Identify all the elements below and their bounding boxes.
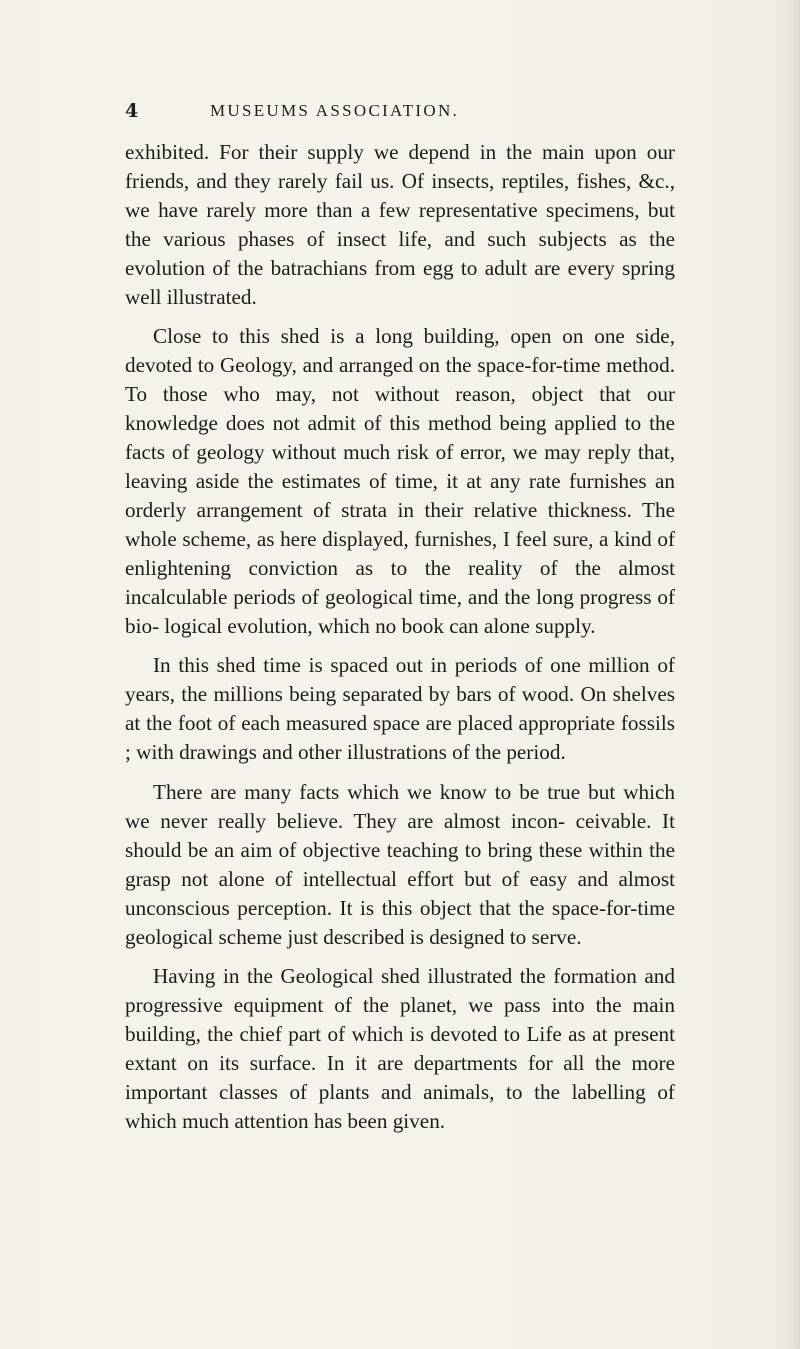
body-text xyxy=(125,138,675,1147)
running-title: MUSEUMS ASSOCIATION. xyxy=(210,101,460,120)
page-number: 4 xyxy=(125,100,139,122)
paragraph-2: Close to this shed is a long building, open on one side, devoted to Geology, and arranged on the space-for-time method. To those who may, not without reason, object that our knowledge does not admit of this method being applied to the facts of geology without much risk of error, we may reply that, leaving aside the estimates of time, it at any rate furnishes an orderly arrangement of strata in their relative thickness. The whole scheme, as here displayed, furnishes, I feel sure, a kind of enlightening conviction as to the reality of the almost incalculable periods of geological time, and the long progress of bio- logical evolution, which no book can alone supply. xyxy=(125,324,675,638)
running-head xyxy=(125,100,665,130)
paragraph-4: There are many facts which we know to be true but which we never really believe. They are almost incon- ceivable. It should be an aim of objective teaching to bring these within the grasp not alone of intellectual effort but of easy and almost unconscious perception. It is this object that the space-for-time geological scheme just described is designed to serve. xyxy=(125,780,675,949)
paragraph-3: In this shed time is spaced out in periods of one million of years, the millions being separated by bars of wood. On shelves at the foot of each measured space are placed appropriate fossils ; with drawings and other illustrations of the period. xyxy=(125,653,675,765)
paragraph-5: Having in the Geological shed illustrated the formation and progressive equipment of the planet, we pass into the main building, the chief part of which is devoted to Life as at present extant on its surface. In it are departments for all the more important classes of plants and animals, to the labelling of which much attention has been given. xyxy=(125,964,675,1133)
page-edge-shadow xyxy=(790,0,800,1349)
paragraph-1: exhibited. For their supply we depend in the main upon our friends, and they rarely fail us. Of insects, reptiles, fishes, &c., we have rarely more than a few representative specimens, but the various phases of insect life, and such subjects as the evolution of the batrachians from egg to adult are every spring well illustrated. xyxy=(125,140,675,309)
